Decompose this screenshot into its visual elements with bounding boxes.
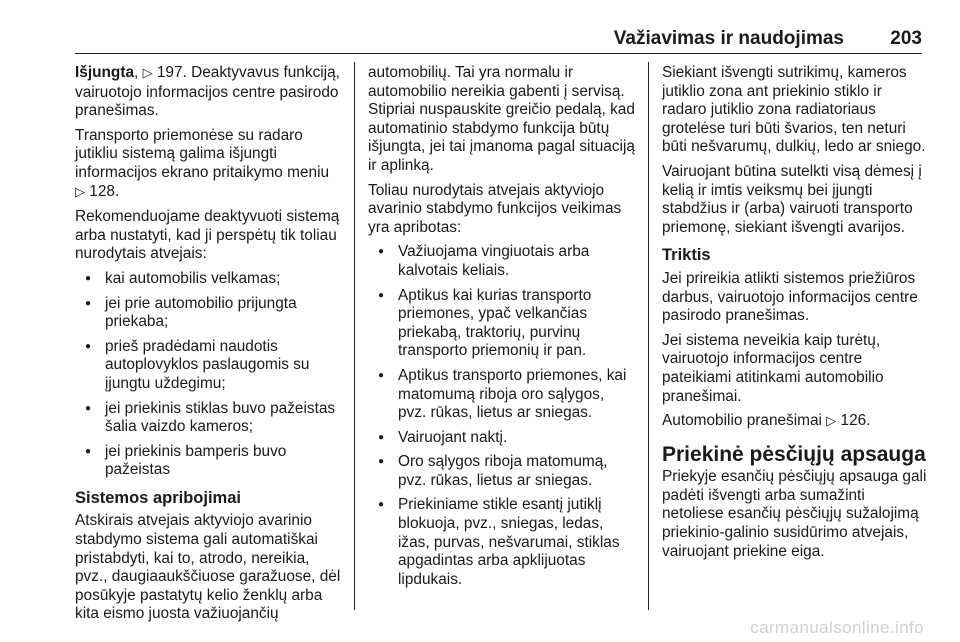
column-divider — [354, 62, 355, 610]
list-item: ● kai automobilis velkamas; — [75, 270, 343, 289]
list-item: ● Vairuojant naktį. — [368, 429, 636, 448]
page-ref[interactable]: 128 — [89, 182, 115, 200]
list-item: ● Priekiniame stikle esantį jutiklį blokuoja, pvz., sniegas, ledas, ižas, purvas, nešvarumai, stiklas apgadintas arba apklijuotas lipdukais. — [368, 496, 636, 589]
page-number: 203 — [890, 28, 922, 49]
column-left — [75, 64, 343, 630]
paragraph: Jei prireikia atlikti sistemos priežiūros darbus, vairuotojo informacijos centre pasirodo pranešimas. — [662, 269, 918, 325]
list-item: ● jei prie automobilio prijungta priekaba; — [75, 295, 343, 332]
list-item: ● prieš pradėdami naudotis autoplovyklos paslaugomis su įjungtu uždegimu; — [75, 338, 343, 394]
paragraph: Priekyje esančių pėsčiųjų apsauga gali padėti išvengti arba sumažinti netoliese esančių pėsčiųjų sužalojimą priekinio-galinio susidūrimo atvejais, vairuojant priekine eiga. — [662, 468, 927, 560]
list-item: ● jei priekinis stiklas buvo pažeistas šalia vaizdo kameros; — [75, 400, 343, 437]
paragraph: Transporto priemonėse su radaro jutikliu sistemą galima išjungti informacijos ekrano pritaikymo meniu ▷ 128. — [75, 126, 330, 200]
section-heading: Triktis — [662, 246, 711, 265]
list-item: ● Aptikus kai kurias transporto priemones, ypač velkančias priekabą, traktorių, purvinų transporto priemonių ir pan. — [368, 287, 636, 361]
page-ref-arrow-icon: ▷ — [142, 66, 153, 81]
list-item: ● Aptikus transporto priemones, kai matomumą riboja oro sąlygos, pvz. rūkas, lietus ar sniegas. — [368, 367, 636, 423]
paragraph: Rekomenduojame deaktyvuoti sistemą arba nustatyti, kad ji perspėtų tik toliau nurodytais atvejais: — [75, 208, 340, 263]
page-ref-arrow-icon: ▷ — [75, 184, 85, 200]
page-title: Važiavimas ir naudojimas — [613, 28, 844, 49]
page-ref-arrow-icon: ▷ — [826, 414, 837, 430]
list-item: ● Oro sąlygos riboja matomumą, pvz. rūkas, lietus ar sniegas. — [368, 453, 636, 490]
watermark: carmanualsonline.info — [750, 618, 924, 637]
page-ref[interactable]: 126 — [840, 412, 867, 430]
paragraph: Siekiant išvengti sutrikimų, kameros jutiklio zona ant priekinio stiklo ir radaro jutiklio zona radiatoriaus grotelėse turi būti švarios, ten neturi būti nešvarumų, dulkių, ledo ar sniego. — [662, 64, 926, 156]
paragraph: Jei sistema neveikia kaip turėtų, vairuotojo informacijos centre pateikiami atitinkami automobilio pranešimai. — [662, 331, 884, 405]
bullet-list — [75, 270, 343, 480]
page-ref[interactable]: 197 — [156, 64, 183, 81]
header-divider — [75, 53, 922, 54]
section-heading: Sistemos apribojimai — [75, 488, 241, 507]
paragraph: Toliau nurodytais atvejais aktyviojo avarinio stabdymo funkcijos veikimas yra apribotas: — [368, 181, 622, 236]
page-header — [0, 0, 960, 54]
column-right — [662, 64, 930, 567]
paragraph: Vairuojant būtina sutelkti visą dėmesį į kelią ir imtis veiksmų bei įjungti stabdžius ir (arba) vairuoti transporto priemonę, siekiant išvengti avarijos. — [662, 162, 922, 236]
list-item: ● jei priekinis bamperis buvo pažeistas — [75, 443, 343, 480]
paragraph: Atskirais atvejais aktyviojo avarinio stabdymo sistema gali automatiškai pristabdyti, kai to, atrodo, nereikia, pvz., daugiaaukščiuose garažuose, dėl posūkyje pastatytų kelio ženklų arba kita eismo juosta važiuojančių — [75, 512, 341, 623]
column-divider — [648, 62, 649, 610]
bullet-list — [368, 243, 636, 589]
column-middle — [368, 64, 636, 595]
section-title: Priekinė pėsčiųjų apsauga — [662, 442, 926, 466]
paragraph: automobilių. Tai yra normalu ir automobilio nereikia gabenti į servisą. Stipriai nuspauskite greičio pedalą, kad automatinio stabdymo funkcija būtų išjungta, jei tai įmanoma pagal situaciją ir aplinką. — [368, 64, 635, 174]
list-item: ● Važiuojama vingiuotais arba kalvotais keliais. — [368, 243, 636, 280]
paragraph: Išjungta, ▷ 197. Deaktyvavus funkciją, vairuotojo informacijos centre pasirodo pranešimas. — [75, 64, 340, 120]
paragraph: Automobilio pranešimai ▷ 126. — [662, 412, 871, 430]
